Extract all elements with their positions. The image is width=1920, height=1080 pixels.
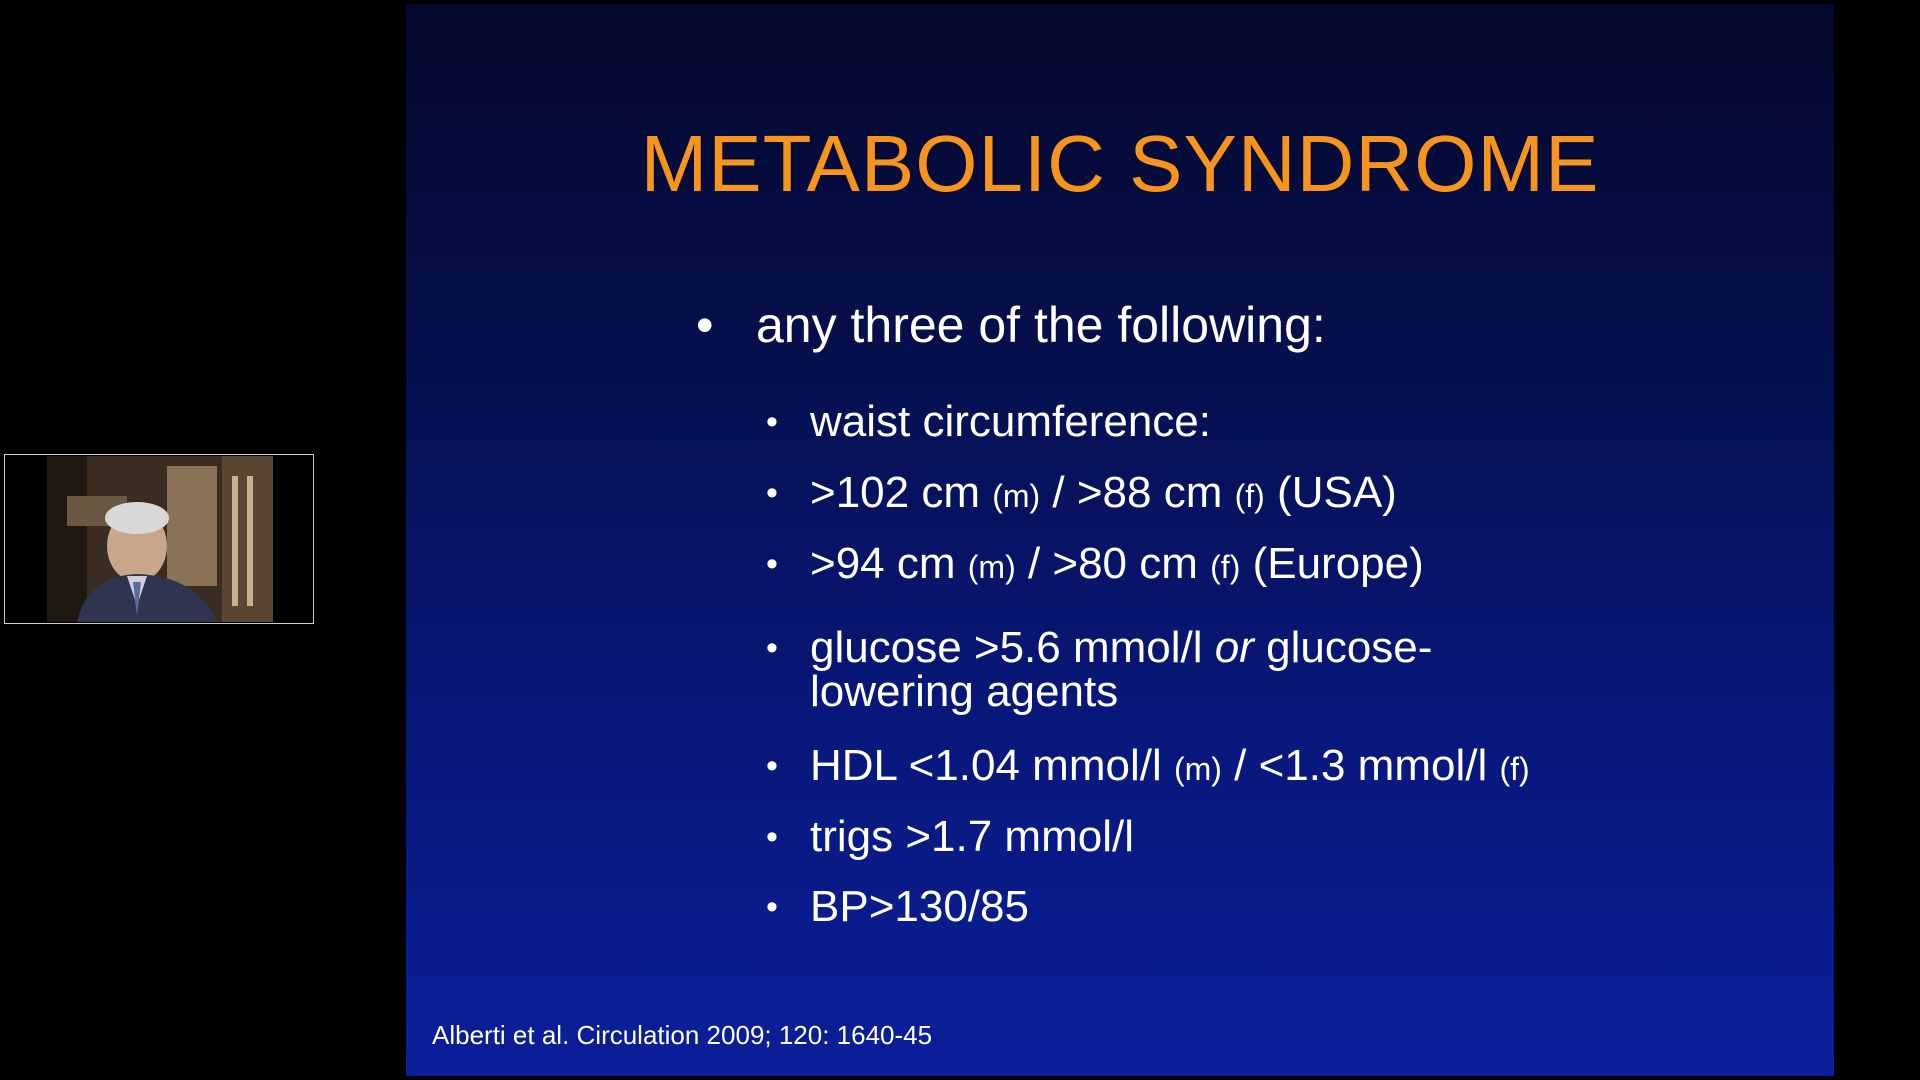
criteria-fragment: >94 cm <box>810 539 968 588</box>
sex-qualifier: (m) <box>992 478 1041 514</box>
criteria-fragment: HDL <1.04 mmol/l <box>810 741 1174 790</box>
criteria-item <box>766 882 1029 931</box>
bullet-icon: • <box>766 818 778 856</box>
bullet-icon: • <box>766 474 778 512</box>
bullet-icon: • <box>696 297 714 353</box>
bullet-icon: • <box>766 545 778 583</box>
criteria-item <box>766 812 1134 861</box>
criteria-fragment: (USA) <box>1264 468 1397 517</box>
criteria-text <box>810 623 1433 716</box>
criteria-item <box>766 741 1530 790</box>
criteria-fragment: (Europe) <box>1240 539 1424 588</box>
bullet-icon: • <box>766 888 778 926</box>
criteria-item <box>766 397 1212 446</box>
criteria-item <box>766 623 1433 716</box>
criteria-text <box>810 397 1212 446</box>
criteria-text <box>810 882 1029 931</box>
sex-qualifier: (m) <box>1173 751 1222 787</box>
criteria-fragment: glucose >5.6 mmol/l <box>810 623 1215 672</box>
sex-qualifier: (f) <box>1234 478 1265 514</box>
sex-qualifier: (f) <box>1499 751 1530 787</box>
sex-qualifier: (m) <box>967 549 1016 585</box>
criteria-text <box>810 812 1134 861</box>
criteria-fragment: lowering agents <box>810 667 1119 716</box>
criteria-fragment: / >88 cm <box>1040 468 1235 517</box>
criteria-item <box>766 468 1397 517</box>
criteria-fragment: / <1.3 mmol/l <box>1221 741 1500 790</box>
criteria-fragment: waist circumference: <box>810 397 1212 446</box>
presenter-video-icon <box>47 456 273 622</box>
main-bullet <box>696 297 1326 353</box>
citation: Alberti et al. Circulation 2009; 120: 1640-45 <box>432 1020 933 1050</box>
criteria-fragment: glucose- <box>1253 623 1433 672</box>
criteria-text <box>810 539 1424 588</box>
bullet-icon: • <box>766 747 778 785</box>
criteria-text <box>810 468 1397 517</box>
criteria-fragment: >102 cm <box>810 468 993 517</box>
emphasis-text: or <box>1214 623 1254 672</box>
bullet-icon: • <box>766 629 778 667</box>
criteria-item <box>766 539 1424 588</box>
presentation-slide <box>406 4 1834 1076</box>
criteria-fragment: BP>130/85 <box>810 882 1029 931</box>
bullet-icon: • <box>766 403 778 441</box>
presenter-webcam[interactable] <box>4 454 314 624</box>
criteria-text <box>810 741 1530 790</box>
criteria-fragment: / >80 cm <box>1015 539 1211 588</box>
criteria-fragment: trigs >1.7 mmol/l <box>810 812 1134 861</box>
main-bullet-text: any three of the following: <box>756 297 1326 353</box>
slide-title: METABOLIC SYNDROME <box>640 119 1600 208</box>
presenter-video-feed <box>47 456 273 622</box>
sex-qualifier: (f) <box>1210 549 1241 585</box>
